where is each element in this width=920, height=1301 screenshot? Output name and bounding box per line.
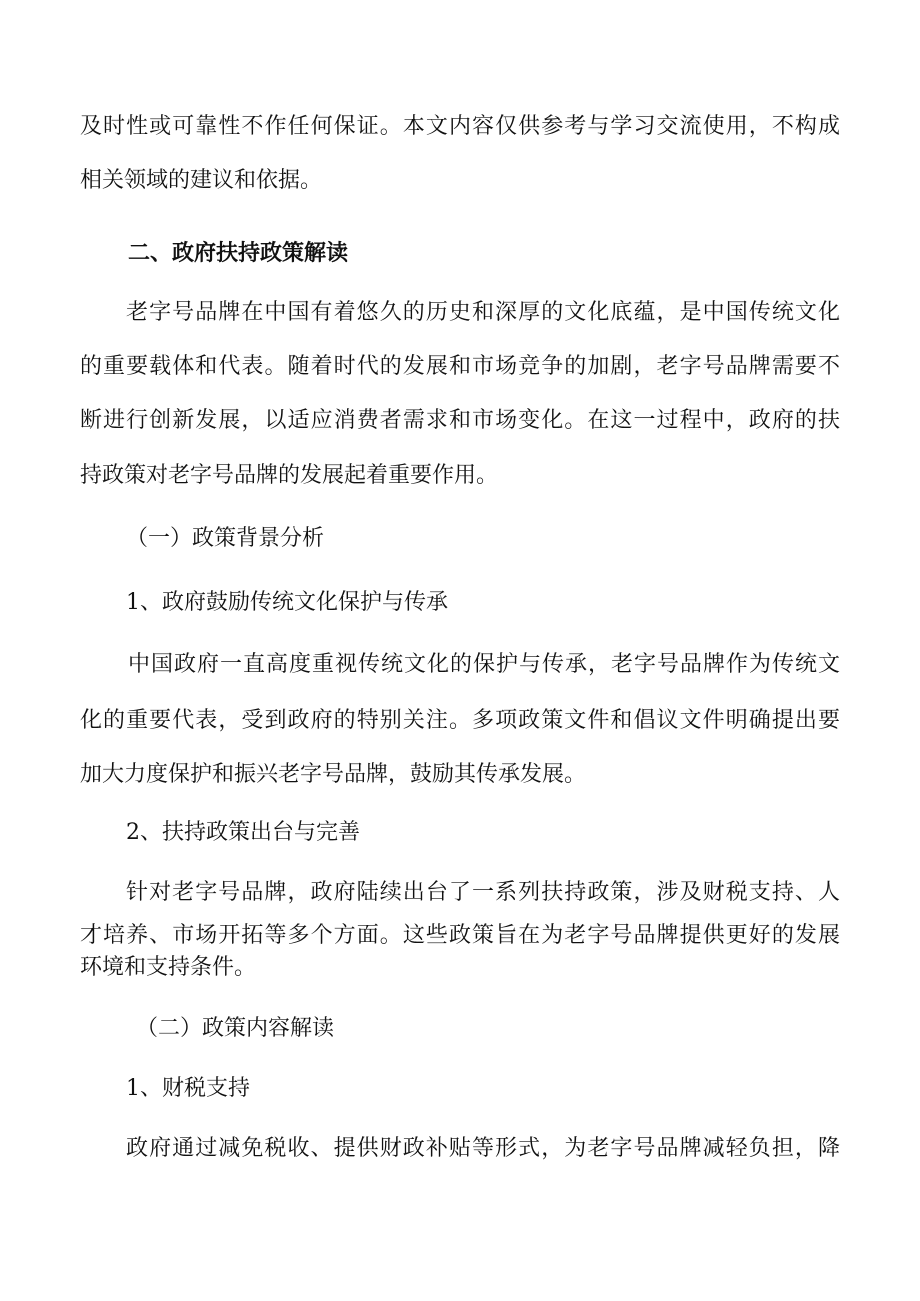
intro-line-1: 及时性或可靠性不作任何保证。本文内容仅供参考与学习交流使用，不构成 xyxy=(80,114,840,139)
paragraph-1-line-2: 的重要载体和代表。随着时代的发展和市场竞争的加剧，老字号品牌需要不 xyxy=(80,354,840,379)
intro-line-2: 相关领域的建议和依据。 xyxy=(80,168,323,193)
paragraph-1-line-1: 老字号品牌在中国有着悠久的历史和深厚的文化底蕴，是中国传统文化 xyxy=(126,300,840,325)
paragraph-3-line-1: 针对老字号品牌，政府陆续出台了一系列扶持政策，涉及财税支持、人 xyxy=(126,880,840,905)
item-heading-2: 2、扶持政策出台与完善 xyxy=(126,820,360,845)
paragraph-3-line-3: 环境和支持条件。 xyxy=(80,955,257,980)
subsection-heading-1: （一）政策背景分析 xyxy=(126,526,325,551)
subsection-heading-2: （二）政策内容解读 xyxy=(136,1016,335,1041)
section-heading: 二、政府扶持政策解读 xyxy=(128,240,349,266)
paragraph-4-line-1: 政府通过减免税收、提供财政补贴等形式，为老字号品牌减轻负担，降 xyxy=(126,1136,840,1161)
paragraph-2-line-3: 加大力度保护和振兴老字号品牌，鼓励其传承发展。 xyxy=(80,762,587,787)
paragraph-2-line-1: 中国政府一直高度重视传统文化的保护与传承，老字号品牌作为传统文 xyxy=(128,652,840,677)
item-heading-1: 1、政府鼓励传统文化保护与传承 xyxy=(126,590,448,615)
paragraph-1-line-3: 断进行创新发展，以适应消费者需求和市场变化。在这一过程中，政府的扶 xyxy=(80,408,840,433)
paragraph-2-line-2: 化的重要代表，受到政府的特别关注。多项政策文件和倡议文件明确提出要 xyxy=(80,708,840,733)
item-heading-3: 1、财税支持 xyxy=(126,1076,250,1101)
paragraph-3-line-2: 才培养、市场开拓等多个方面。这些政策旨在为老字号品牌提供更好的发展 xyxy=(80,923,840,948)
paragraph-1-line-4: 持政策对老字号品牌的发展起着重要作用。 xyxy=(80,463,499,488)
